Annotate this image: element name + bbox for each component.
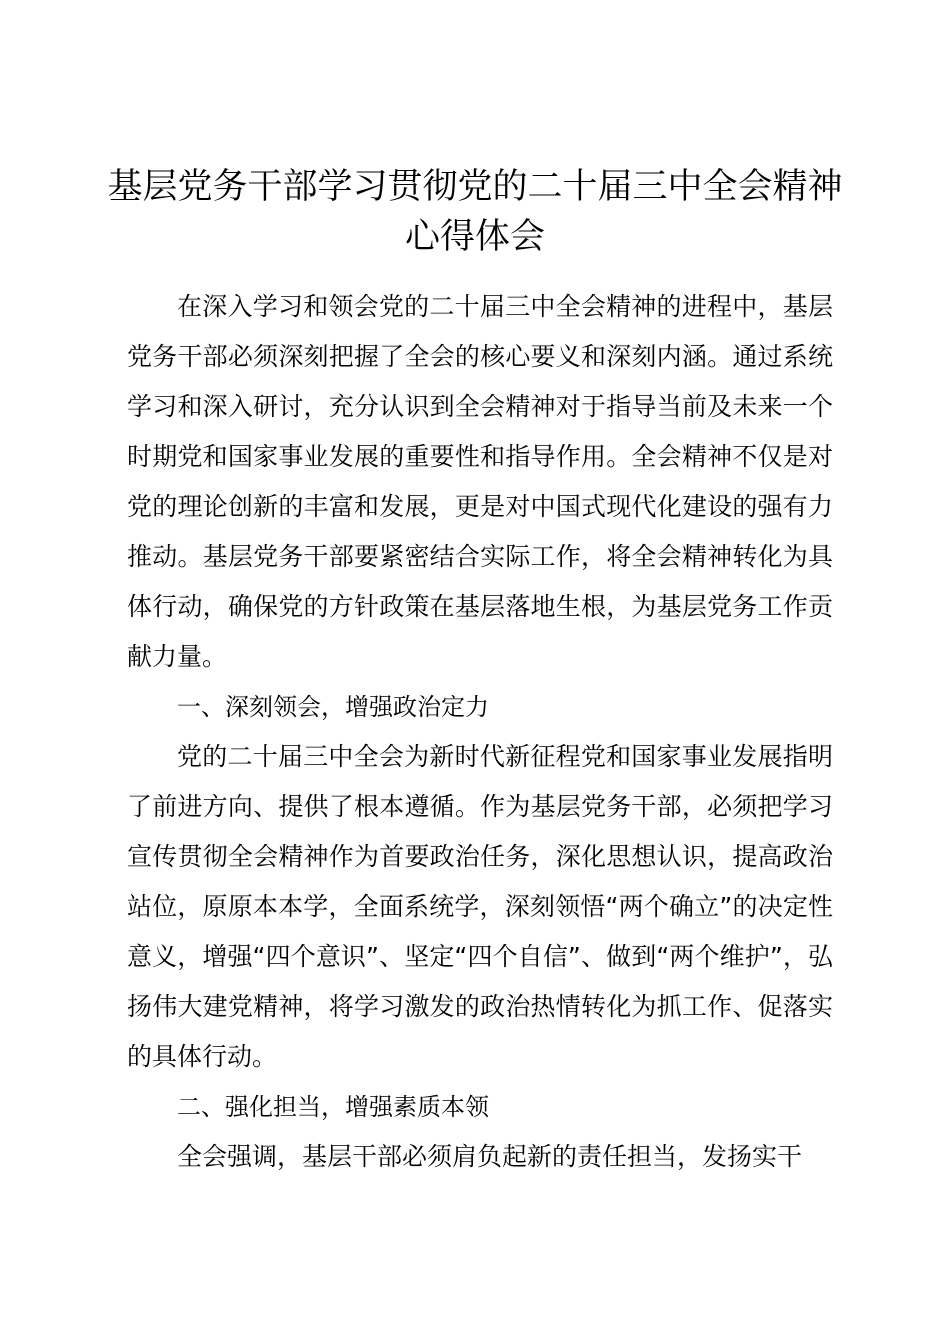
paragraph-section-2: 全会强调，基层干部必须肩负起新的责任担当，发扬实干 xyxy=(177,1142,803,1171)
section-heading-2: 二、强化担当，增强素质本领 xyxy=(177,1093,489,1121)
section-heading-1: 一、深刻领会，增强政治定力 xyxy=(177,693,489,721)
document-title: 基层党务干部学习贯彻党的二十届三中全会精神心得体会 xyxy=(107,167,843,257)
paragraph-section-1: 党的二十届三中全会为新时代新征程党和国家事业发展指明了前进方向、提供了根本遵循。作为基层党务干部，必须把学习宣传贯彻全会精神作为首要政治任务，深化思想认识，提高政治站位，原原本本学，全面系统学，深刻领悟“两个确立”的决定性意义，增强“四个意识”、坚定“四个自信”、做到“两个维护”，弘扬伟大建党精神，将学习激发的政治热情转化为抓工作、促落实的具体行动。 xyxy=(127,742,833,1071)
document-body xyxy=(127,282,833,1182)
paragraph-intro: 在深入学习和领会党的二十届三中全会精神的进程中，基层党务干部必须深刻把握了全会的核心要义和深刻内涵。通过系统学习和深入研讨，充分认识到全会精神对于指导当前及未来一个时期党和国家事业发展的重要性和指导作用。全会精神不仅是对党的理论创新的丰富和发展，更是对中国式现代化建设的强有力推动。基层党务干部要紧密结合实际工作，将全会精神转化为具体行动，确保党的方针政策在基层落地生根，为基层党务工作贡献力量。 xyxy=(127,292,833,671)
